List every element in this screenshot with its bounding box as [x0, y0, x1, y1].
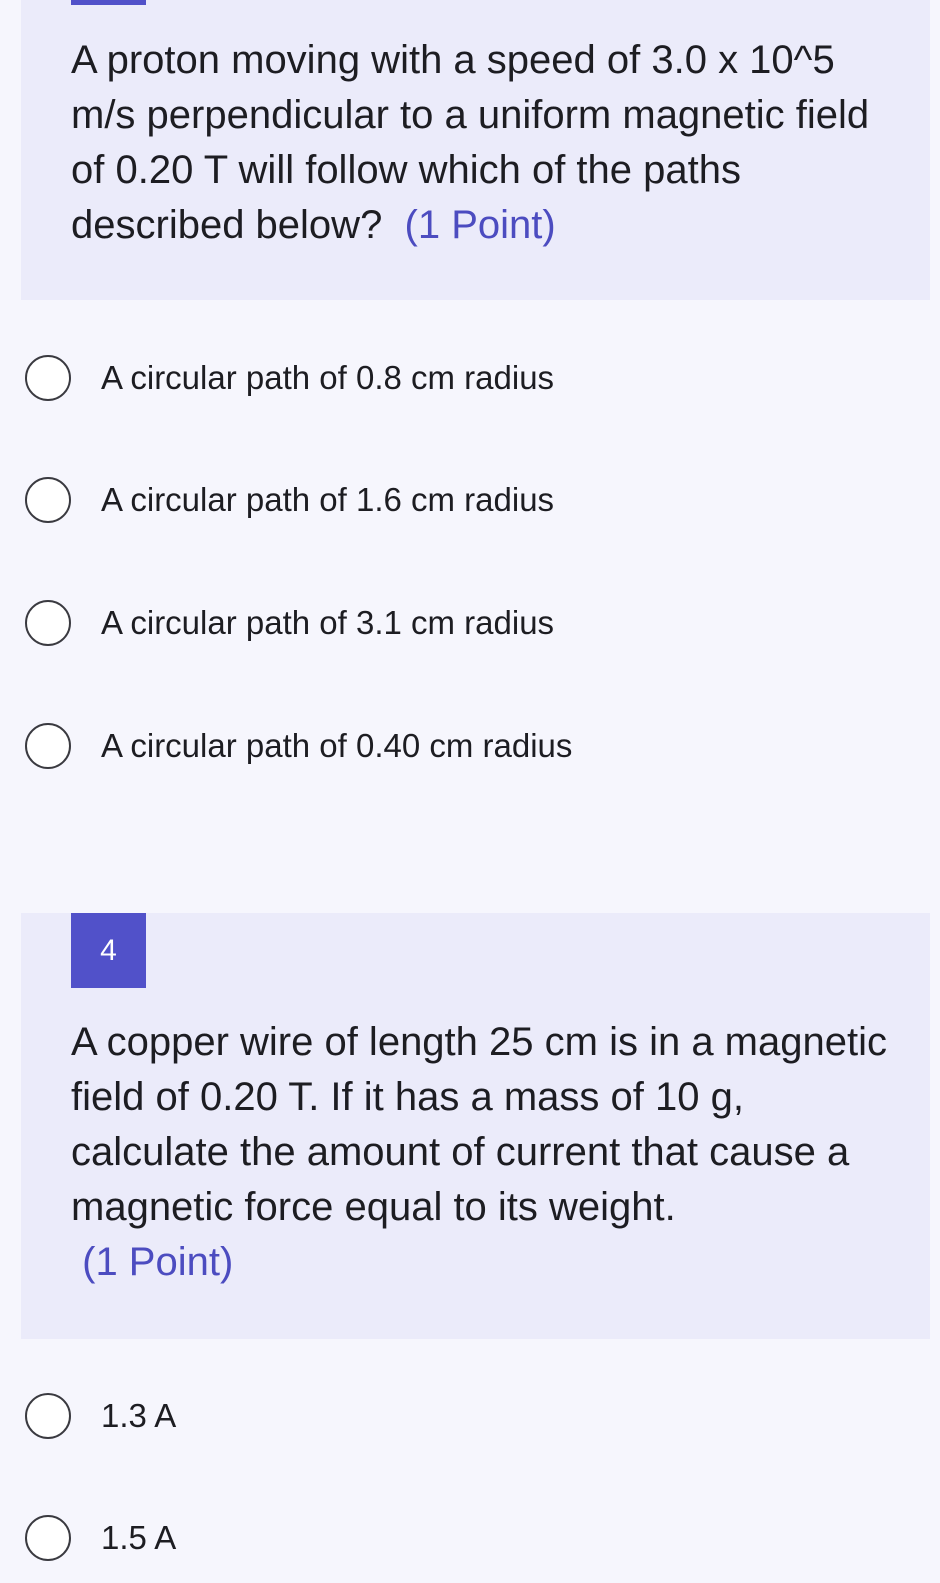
question-text: A proton moving with a speed of 3.0 x 10^5 m/s perpendicular to a uniform magnetic field of 0.20 T will follow which of the paths described below?: [71, 38, 870, 247]
question-title: [71, 33, 891, 253]
option-label: A circular path of 0.40 cm radius: [101, 727, 573, 764]
question-points: (1 Point): [82, 1240, 234, 1284]
option-label: A circular path of 3.1 cm radius: [101, 604, 555, 641]
question-number-badge: [71, 0, 146, 5]
option-label: 1.3 A: [101, 1397, 177, 1434]
answer-option[interactable]: [25, 475, 554, 525]
radio-button-icon[interactable]: [25, 1515, 71, 1561]
option-label: A circular path of 1.6 cm radius: [101, 481, 555, 518]
radio-button-icon[interactable]: [25, 355, 71, 401]
question-number-badge: 4: [71, 913, 146, 988]
answer-option[interactable]: [25, 1391, 176, 1441]
radio-button-icon[interactable]: [25, 600, 71, 646]
option-label: 1.5 A: [101, 1519, 177, 1556]
radio-button-icon[interactable]: [25, 723, 71, 769]
question-title: [71, 1015, 891, 1290]
radio-button-icon[interactable]: [25, 1393, 71, 1439]
option-label: A circular path of 0.8 cm radius: [101, 359, 555, 396]
answer-option[interactable]: [25, 721, 572, 771]
question-points: (1 Point): [404, 203, 556, 247]
question-text: A copper wire of length 25 cm is in a magnetic field of 0.20 T. If it has a mass of 10 g, calculate the amount of current that cause a magnetic force equal to its weight.: [71, 1020, 887, 1229]
answer-option[interactable]: [25, 598, 554, 648]
answer-option[interactable]: [25, 353, 554, 403]
question-card-4: [21, 913, 930, 1339]
question-card-3: [21, 0, 930, 300]
answer-option[interactable]: [25, 1513, 176, 1563]
radio-button-icon[interactable]: [25, 477, 71, 523]
